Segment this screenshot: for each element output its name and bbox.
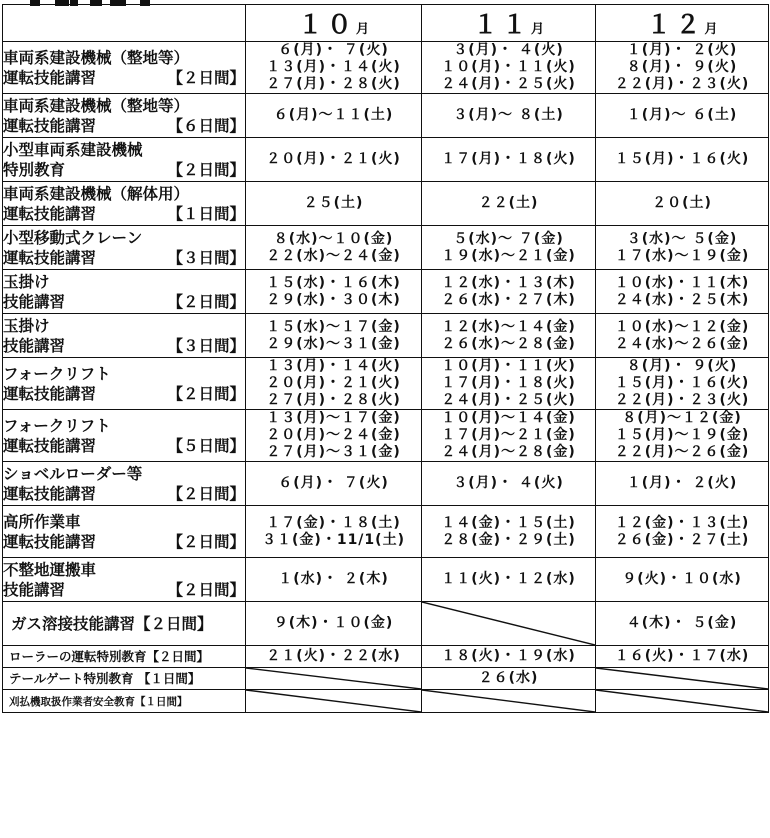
course-duration: 【２日間】	[167, 384, 245, 403]
course-schedule-table	[2, 4, 769, 713]
date-cell-nov	[422, 358, 596, 410]
session-dates: ２６(金)・２７(土)	[614, 531, 750, 548]
course-type: 運転技能講習	[3, 248, 97, 267]
course-name: 車両系建設機械（整地等）	[3, 96, 190, 115]
course-name-cell	[3, 138, 246, 182]
session-dates: ２２(水)～２４(金)	[266, 247, 401, 264]
diagonal-strike	[246, 668, 421, 689]
course-type: 運転技能講習	[3, 484, 97, 503]
session-dates: １０(水)・１１(木)	[614, 274, 750, 291]
session-dates: ８(水)～１０(金)	[273, 230, 394, 247]
date-cell-oct	[246, 410, 422, 462]
date-cell-oct	[246, 314, 422, 358]
course-type: 運転技能講習	[3, 116, 97, 135]
course-label: テールゲート特別教育 【１日間】	[9, 671, 201, 686]
course-name: 不整地運搬車	[3, 560, 97, 579]
course-label: ローラーの運転特別教育【２日間】	[9, 649, 210, 664]
session-dates: １(月)・ ２(火)	[626, 42, 738, 58]
course-duration: 【２日間】	[167, 292, 245, 311]
date-cell-nov	[422, 668, 596, 690]
date-cell-dec	[596, 462, 769, 506]
course-row	[3, 138, 769, 182]
course-row	[3, 646, 769, 668]
date-cell-oct	[246, 270, 422, 314]
date-cell-nov	[422, 138, 596, 182]
course-name-cell	[3, 94, 246, 138]
session-dates: ３(水)～ ５(金)	[626, 230, 738, 247]
no-session-cell-nov	[422, 602, 596, 646]
date-cell-nov	[422, 314, 596, 358]
no-session-cell-oct	[246, 668, 422, 690]
session-dates: １(月)～ ６(土)	[626, 107, 738, 123]
date-cell-oct	[246, 182, 422, 226]
session-dates: １２(水)・１３(木)	[441, 274, 576, 291]
session-dates: １５(月)・１６(火)	[614, 151, 750, 167]
session-dates: ６(月)～１１(土)	[273, 107, 394, 123]
session-dates: ３(月)・ ４(火)	[453, 42, 564, 58]
session-dates: １３(月)・１４(火)	[266, 358, 401, 374]
date-cell-nov	[422, 270, 596, 314]
date-cell-oct	[246, 506, 422, 558]
course-name: 玉掛け	[3, 316, 50, 335]
session-dates: ２０(土)	[652, 195, 712, 211]
course-row	[3, 226, 769, 270]
course-type: 運転技能講習	[3, 436, 97, 455]
session-dates: ２７(月)・２８(火)	[266, 76, 401, 92]
course-duration: 【１日間】	[167, 204, 245, 223]
course-duration: 【２日間】	[167, 68, 245, 87]
course-name: フォークリフト	[3, 364, 111, 383]
course-row	[3, 558, 769, 602]
session-dates: ９(火)・１０(水)	[622, 571, 742, 587]
session-dates: ２７(月)～３１(金)	[266, 444, 401, 460]
course-name-cell	[3, 226, 246, 270]
date-cell-nov	[422, 94, 596, 138]
month-header-oct: １０月	[246, 5, 422, 42]
diagonal-strike	[422, 602, 595, 645]
course-duration: 【２日間】	[167, 484, 245, 503]
course-row	[3, 602, 769, 646]
course-row	[3, 410, 769, 462]
date-cell-nov	[422, 410, 596, 462]
no-session-cell-oct	[246, 690, 422, 713]
course-name-cell	[3, 270, 246, 314]
session-dates: １０(月)～１４(金)	[441, 410, 576, 426]
session-dates: １８(火)・１９(水)	[441, 648, 576, 664]
session-dates: １０(水)～１２(金)	[614, 318, 750, 335]
date-cell-dec	[596, 42, 769, 94]
course-duration: 【３日間】	[167, 248, 245, 267]
session-dates: ８(月)・ ９(火)	[626, 358, 738, 374]
course-row	[3, 462, 769, 506]
course-name-cell	[3, 462, 246, 506]
session-dates: １(月)・ ２(火)	[626, 475, 738, 491]
course-name-cell	[3, 410, 246, 462]
date-cell-dec	[596, 410, 769, 462]
session-dates: ９(木)・１０(金)	[273, 615, 394, 631]
course-name: ショベルローダー等	[3, 464, 143, 483]
session-dates: ８(月)・ ９(火)	[626, 59, 738, 75]
course-label: 刈払機取扱作業者安全教育【１日間】	[9, 696, 188, 708]
session-dates: １２(金)・１３(土)	[614, 514, 750, 531]
course-name-cell	[3, 42, 246, 94]
session-dates: １７(水)～１９(金)	[614, 247, 750, 264]
course-type: 技能講習	[3, 580, 66, 599]
date-cell-nov	[422, 646, 596, 668]
session-dates: ２９(水)・３０(木)	[266, 291, 401, 308]
course-name: 車両系建設機械（解体用）	[3, 184, 190, 203]
course-name-cell	[3, 558, 246, 602]
session-dates: １０(月)・１１(火)	[441, 358, 576, 374]
course-type: 運転技能講習	[3, 532, 97, 551]
course-duration: 【３日間】	[167, 336, 245, 355]
course-type: 技能講習	[3, 292, 66, 311]
date-cell-nov	[422, 506, 596, 558]
course-row	[3, 270, 769, 314]
session-dates: ３１(金)・11/1(土)	[262, 531, 405, 548]
course-row	[3, 314, 769, 358]
date-cell-oct	[246, 42, 422, 94]
course-name-cell	[3, 668, 246, 690]
session-dates: ２４(月)・２５(火)	[441, 76, 576, 92]
session-dates: ２４(水)～２６(金)	[614, 335, 750, 352]
date-cell-nov	[422, 558, 596, 602]
date-cell-nov	[422, 462, 596, 506]
session-dates: ４(木)・ ５(金)	[626, 615, 738, 631]
course-name: 玉掛け	[3, 272, 50, 291]
date-cell-oct	[246, 358, 422, 410]
session-dates: １３(月)・１４(火)	[266, 59, 401, 75]
session-dates: １３(月)～１７(金)	[266, 410, 401, 426]
course-label: ガス溶接技能講習【２日間】	[11, 614, 213, 633]
session-dates: ２０(月)～２４(金)	[266, 427, 401, 443]
course-row	[3, 42, 769, 94]
session-dates: ２９(水)～３１(金)	[266, 335, 401, 352]
course-type: 技能講習	[3, 336, 66, 355]
date-cell-nov	[422, 226, 596, 270]
date-cell-nov	[422, 42, 596, 94]
session-dates: １２(水)～１４(金)	[441, 318, 576, 335]
no-session-cell-nov	[422, 690, 596, 713]
date-cell-oct	[246, 138, 422, 182]
course-row	[3, 690, 769, 713]
course-row	[3, 94, 769, 138]
no-session-cell-dec	[596, 668, 769, 690]
session-dates: １７(月)・１８(火)	[441, 151, 576, 167]
date-cell-oct	[246, 558, 422, 602]
course-type: 特別教育	[3, 160, 66, 179]
no-session-cell-dec	[596, 690, 769, 713]
date-cell-dec	[596, 358, 769, 410]
date-cell-dec	[596, 182, 769, 226]
diagonal-strike	[596, 668, 768, 689]
session-dates: ２４(水)・２５(木)	[614, 291, 750, 308]
course-name-cell	[3, 506, 246, 558]
month-header-nov: １１月	[422, 5, 596, 42]
course-row	[3, 506, 769, 558]
course-name-cell	[3, 314, 246, 358]
date-cell-nov	[422, 182, 596, 226]
session-dates: １７(金)・１８(土)	[266, 514, 401, 531]
date-cell-dec	[596, 646, 769, 668]
session-dates: ２２(月)・２３(火)	[614, 76, 750, 92]
course-duration: 【２日間】	[167, 160, 245, 179]
session-dates: ６(月)・ ７(火)	[278, 42, 389, 58]
session-dates: ３(月)～ ８(土)	[453, 107, 564, 123]
session-dates: ２７(月)・２８(火)	[266, 392, 401, 408]
date-cell-dec	[596, 94, 769, 138]
course-name-cell	[3, 646, 246, 668]
session-dates: ２６(水)	[478, 670, 539, 686]
course-name-cell	[3, 690, 246, 713]
course-duration: 【２日間】	[167, 580, 245, 599]
date-cell-dec	[596, 314, 769, 358]
course-type: 運転技能講習	[3, 68, 97, 87]
session-dates: ２６(水)～２８(金)	[441, 335, 576, 352]
session-dates: １９(水)～２１(金)	[441, 247, 576, 264]
session-dates: １５(水)・１６(木)	[266, 274, 401, 291]
session-dates: １５(月)・１６(火)	[614, 375, 750, 391]
date-cell-dec	[596, 270, 769, 314]
session-dates: １１(火)・１２(水)	[441, 571, 576, 587]
date-cell-oct	[246, 94, 422, 138]
session-dates: ８(月)～１２(金)	[622, 410, 742, 426]
course-header-blank	[3, 5, 246, 42]
course-duration: 【５日間】	[167, 436, 245, 455]
diagonal-strike	[596, 690, 768, 712]
session-dates: ２０(月)・２１(火)	[266, 151, 401, 167]
course-name-cell	[3, 358, 246, 410]
session-dates: ２０(月)・２１(火)	[266, 375, 401, 391]
date-cell-dec	[596, 138, 769, 182]
course-row	[3, 668, 769, 690]
date-cell-oct	[246, 462, 422, 506]
date-cell-oct	[246, 226, 422, 270]
month-header-dec: １２月	[596, 5, 769, 42]
session-dates: ２２(月)・２３(火)	[614, 392, 750, 408]
session-dates: ３(月)・ ４(火)	[453, 475, 564, 491]
session-dates: ２８(金)・２９(土)	[441, 531, 576, 548]
session-dates: ２１(火)・２２(水)	[266, 648, 401, 664]
course-name: 小型移動式クレーン	[3, 228, 143, 247]
session-dates: ２４(月)・２５(火)	[441, 392, 576, 408]
session-dates: １７(月)・１８(火)	[441, 375, 576, 391]
course-name: フォークリフト	[3, 416, 111, 435]
session-dates: １０(月)・１１(火)	[441, 59, 576, 75]
session-dates: ２４(月)～２８(金)	[441, 444, 576, 460]
course-type: 運転技能講習	[3, 204, 97, 223]
date-cell-dec	[596, 602, 769, 646]
course-name: 車両系建設機械（整地等）	[3, 48, 190, 67]
course-duration: 【２日間】	[167, 532, 245, 551]
session-dates: ５(水)～ ７(金)	[453, 230, 564, 247]
date-cell-oct	[246, 646, 422, 668]
date-cell-dec	[596, 506, 769, 558]
session-dates: １６(火)・１７(水)	[614, 648, 750, 664]
diagonal-strike	[246, 690, 421, 712]
session-dates: １４(金)・１５(土)	[441, 514, 576, 531]
session-dates: １７(月)～２１(金)	[441, 427, 576, 443]
date-cell-oct	[246, 602, 422, 646]
session-dates: １(水)・ ２(木)	[278, 571, 389, 587]
session-dates: １５(月)～１９(金)	[614, 427, 750, 443]
session-dates: １５(水)～１７(金)	[266, 318, 401, 335]
month-header-row	[3, 5, 769, 42]
course-name-cell	[3, 602, 246, 646]
course-name: 高所作業車	[3, 512, 81, 531]
session-dates: ６(月)・ ７(火)	[278, 475, 389, 491]
course-type: 運転技能講習	[3, 384, 97, 403]
diagonal-strike	[422, 690, 595, 712]
course-name: 小型車両系建設機械	[3, 140, 143, 159]
course-name-cell	[3, 182, 246, 226]
date-cell-dec	[596, 558, 769, 602]
course-row	[3, 182, 769, 226]
session-dates: ２５(土)	[303, 195, 364, 211]
session-dates: ２６(水)・２７(木)	[441, 291, 576, 308]
session-dates: ２２(土)	[478, 195, 539, 211]
session-dates: ２２(月)～２６(金)	[614, 444, 750, 460]
course-duration: 【６日間】	[167, 116, 245, 135]
course-row	[3, 358, 769, 410]
date-cell-dec	[596, 226, 769, 270]
